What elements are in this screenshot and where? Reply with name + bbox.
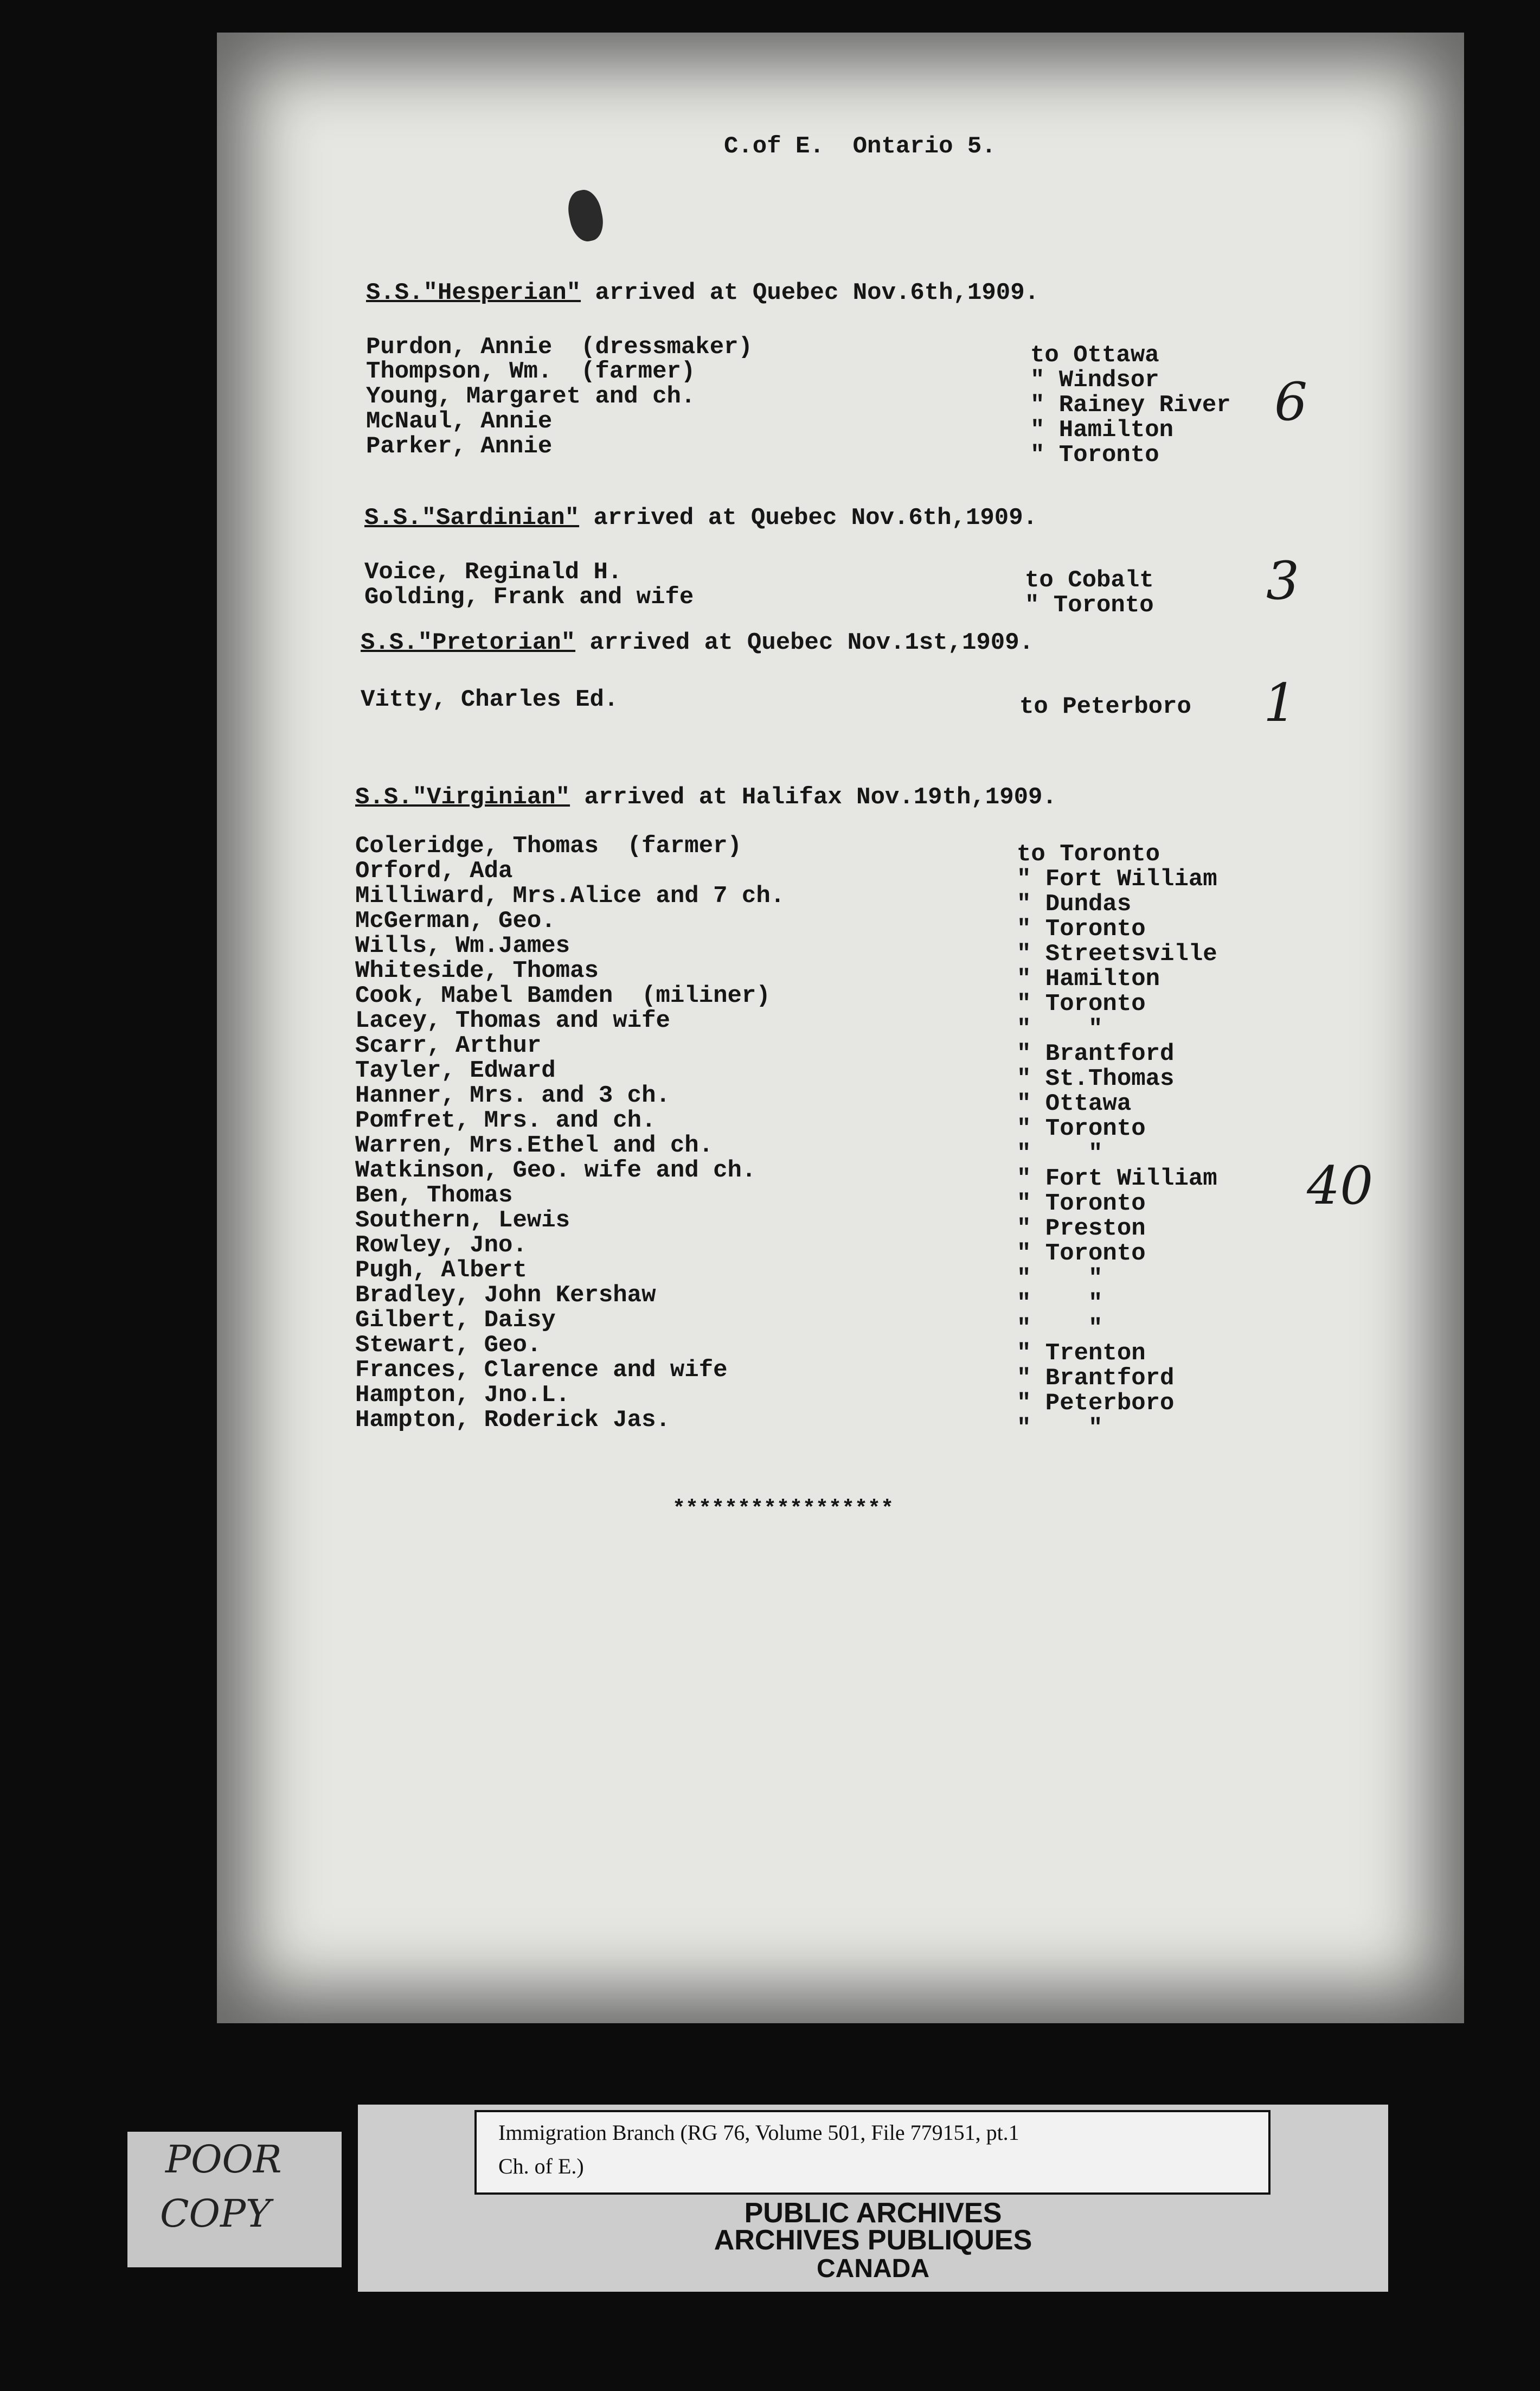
passenger-name: Watkinson, Geo. wife and ch. [355,1157,756,1184]
destination: " " [1017,1015,1103,1043]
passenger-name: Ben, Thomas [355,1182,513,1209]
file-reference-label [474,2110,1271,2195]
destination: " " [1017,1290,1103,1317]
passenger-name: Cook, Mabel Bamden (miliner) [355,982,771,1009]
passenger-name: Hampton, Jno.L. [355,1382,570,1409]
archives-line-french: ARCHIVES PUBLIQUES [714,2224,1032,2256]
destination: " Fort William [1017,866,1217,893]
destination: " Toronto [1017,916,1146,943]
destination: " " [1017,1415,1103,1442]
destination: " Toronto [1017,1115,1146,1142]
destination: " Toronto [1030,442,1159,469]
destination: " Ottawa [1017,1090,1132,1117]
destination: " Toronto [1025,592,1154,619]
handwritten-count: 40 [1307,1155,1374,1216]
destination: " Fort William [1017,1165,1217,1192]
destination: " Brantford [1017,1040,1175,1067]
passenger-name: Orford, Ada [355,858,513,885]
passenger-name: Voice, Reginald H. [364,559,623,586]
archives-line-country: CANADA [817,2254,929,2283]
destination: " " [1017,1265,1103,1292]
ship-heading [366,279,1039,306]
destination: to Peterboro [1019,693,1191,720]
destination: " Brantford [1017,1365,1175,1392]
poor-copy-line: COPY [160,2191,271,2236]
passenger-name: Frances, Clarence and wife [355,1357,728,1384]
ink-blot [564,187,607,244]
destination: " Preston [1017,1215,1146,1242]
file-reference-line: Ch. of E.) [498,2154,584,2178]
passenger-name: Warren, Mrs.Ethel and ch. [355,1132,714,1159]
passenger-name: McGerman, Geo. [355,907,556,935]
page-header: C.of E. Ontario 5. [724,133,996,160]
handwritten-count: 6 [1274,372,1308,432]
passenger-name: Thompson, Wm. (farmer) [366,358,696,385]
passenger-name: Coleridge, Thomas (farmer) [355,833,742,860]
destination: " Hamilton [1030,417,1174,444]
passenger-name: Whiteside, Thomas [355,957,599,984]
destination: " Dundas [1017,891,1132,918]
destination: " Windsor [1030,367,1159,394]
passenger-name: Pugh, Albert [355,1257,527,1284]
passenger-name: McNaul, Annie [366,408,553,435]
ship-arrival: arrived at Quebec Nov.6th,1909. [579,504,1038,532]
destination: " " [1017,1140,1103,1167]
ship-name: S.S."Virginian" [355,784,570,811]
archives-line-english: PUBLIC ARCHIVES [744,2197,1002,2229]
passenger-name: Hanner, Mrs. and 3 ch. [355,1082,670,1109]
passenger-name: Vitty, Charles Ed. [361,686,619,713]
destination: to Toronto [1017,841,1160,868]
destination: " St.Thomas [1017,1065,1175,1092]
destination: " Toronto [1017,990,1146,1018]
passenger-name: Lacey, Thomas and wife [355,1007,670,1034]
passenger-name: Hampton, Roderick Jas. [355,1407,670,1434]
destination: " Rainey River [1030,392,1231,419]
ship-heading [355,784,1057,811]
destination: " Trenton [1017,1340,1146,1367]
destination: " Hamilton [1017,966,1160,993]
destination: " Toronto [1017,1190,1146,1217]
file-reference-line: Immigration Branch (RG 76, Volume 501, File 779151, pt.1 [498,2120,1019,2145]
poor-copy-note [127,2132,342,2267]
passenger-name: Wills, Wm.James [355,932,570,960]
separator-stars: ***************** [672,1497,894,1521]
passenger-name: Southern, Lewis [355,1207,570,1234]
ship-name: S.S."Sardinian" [364,504,580,532]
destination: " " [1017,1315,1103,1342]
handwritten-count: 1 [1263,673,1297,733]
destination: " Streetsville [1017,941,1217,968]
destination: to Cobalt [1025,567,1154,594]
passenger-name: Parker, Annie [366,433,553,460]
passenger-name: Gilbert, Daisy [355,1307,556,1334]
passenger-name: Rowley, Jno. [355,1232,527,1259]
ship-arrival: arrived at Halifax Nov.19th,1909. [570,784,1057,811]
ship-arrival: arrived at Quebec Nov.6th,1909. [581,279,1040,306]
passenger-name: Bradley, John Kershaw [355,1282,656,1309]
passenger-name: Golding, Frank and wife [364,584,694,611]
passenger-name: Pomfret, Mrs. and ch. [355,1107,656,1134]
ship-arrival: arrived at Quebec Nov.1st,1909. [575,629,1034,656]
passenger-name: Young, Margaret and ch. [366,383,696,410]
passenger-name: Scarr, Arthur [355,1032,542,1059]
destination: " Toronto [1017,1240,1146,1267]
document-page [217,33,1464,2023]
poor-copy-line: POOR [165,2137,282,2182]
passenger-name: Milliward, Mrs.Alice and 7 ch. [355,883,785,910]
ship-heading [361,629,1034,656]
passenger-name: Tayler, Edward [355,1057,556,1084]
ship-name: S.S."Pretorian" [361,629,576,656]
passenger-name: Stewart, Geo. [355,1332,542,1359]
ship-name: S.S."Hesperian" [366,279,581,306]
ship-heading [364,504,1037,532]
handwritten-count: 3 [1266,551,1300,611]
destination: " Peterboro [1017,1390,1175,1417]
passenger-name: Purdon, Annie (dressmaker) [366,334,753,361]
destination: to Ottawa [1030,342,1159,369]
